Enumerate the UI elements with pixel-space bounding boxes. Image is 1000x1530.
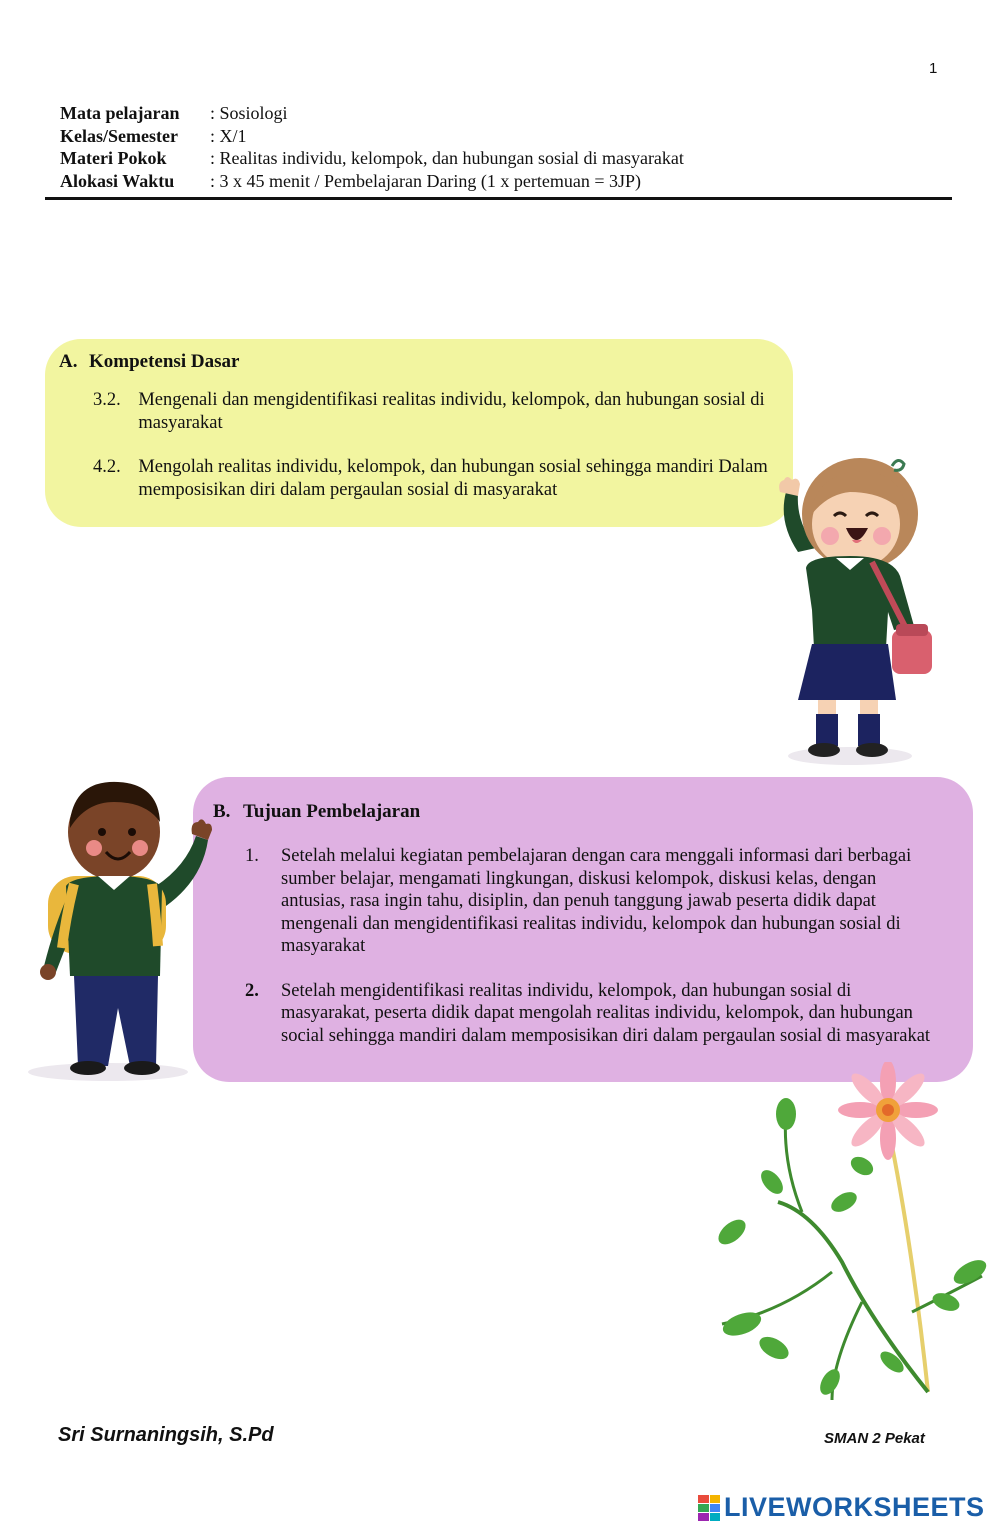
item-number: 1.	[245, 846, 259, 866]
liveworksheets-logo-icon	[698, 1495, 720, 1521]
section-letter: A.	[59, 351, 78, 372]
section-b-title	[213, 801, 953, 823]
item-text: Mengolah realitas individu, kelompok, dan hubungan sosial sehingga mandiri Dalam memposisikan diri dalam pergaulan sosial di masyarakat	[138, 457, 768, 500]
tujuan-pembelajaran-box	[193, 777, 973, 1082]
girl-student-illustration	[768, 452, 938, 770]
header-row-topic	[60, 147, 684, 170]
list-item	[59, 389, 779, 434]
header-value: : 3 x 45 menit / Pembelajaran Daring (1 x pertemuan = 3JP)	[210, 170, 642, 191]
author-name: Sri Surnaningsih, S.Pd	[58, 1424, 274, 1446]
kompetensi-dasar-box	[45, 339, 793, 527]
item-number: 2.	[245, 980, 259, 1001]
header-label: Materi Pokok	[60, 148, 167, 168]
school-name: SMAN 2 Pekat	[824, 1430, 925, 1447]
header-value: : Realitas individu, kelompok, dan hubungan sosial di masyarakat	[210, 148, 684, 168]
header-row-subject	[60, 102, 684, 125]
header-label: Mata pelajaran	[60, 103, 180, 123]
header-divider	[45, 197, 952, 200]
section-title-text: Kompetensi Dasar	[89, 351, 240, 372]
liveworksheets-logo[interactable]	[698, 1492, 985, 1523]
item-text: Mengenali dan mengidentifikasi realitas individu, kelompok, dan hubungan sosial di masyarakat	[138, 390, 765, 433]
document-header	[60, 102, 684, 192]
header-row-class	[60, 125, 684, 148]
liveworksheets-logo-text: LIVEWORKSHEETS	[724, 1492, 985, 1522]
section-b-list	[213, 845, 953, 1047]
page-number: 1	[929, 60, 938, 77]
header-value: : Sosiologi	[210, 103, 288, 123]
item-number: 3.2.	[93, 390, 121, 410]
boy-student-illustration	[26, 776, 216, 1084]
item-text: Setelah melalui kegiatan pembelajaran dengan cara menggali informasi dari berbagai sumber belajar, mengamati lingkungan, diskusi kelompok, diskusi kelas, dengan antusias, rasa ingin tahu, disiplin, dan penuh tanggung jawab peserta didik dapat mengenali dan mengidentifikasi realitas individu, kelompok dan hubungan sosial di masyarakat	[281, 846, 912, 956]
section-a-list	[59, 389, 779, 501]
section-title-text: Tujuan Pembelajaran	[243, 801, 421, 822]
header-row-time	[60, 170, 684, 193]
section-a-title	[59, 351, 779, 373]
list-item	[213, 845, 953, 958]
item-number: 4.2.	[93, 457, 121, 477]
item-text: Setelah mengidentifikasi realitas individu, kelompok, dan hubungan sosial di masyarakat, peserta didik dapat mengolah realitas individu, kelompok, dan hubungan social sehingga mandiri dalam memposisikan diri dalam pergaulan sosial di masyarakat	[281, 980, 931, 1046]
list-item	[213, 980, 953, 1048]
list-item	[59, 456, 779, 501]
header-label: Alokasi Waktu	[60, 170, 175, 191]
flower-vine-illustration	[712, 1062, 998, 1402]
header-label: Kelas/Semester	[60, 125, 178, 146]
header-value: : X/1	[210, 125, 247, 146]
section-letter: B.	[213, 801, 231, 822]
